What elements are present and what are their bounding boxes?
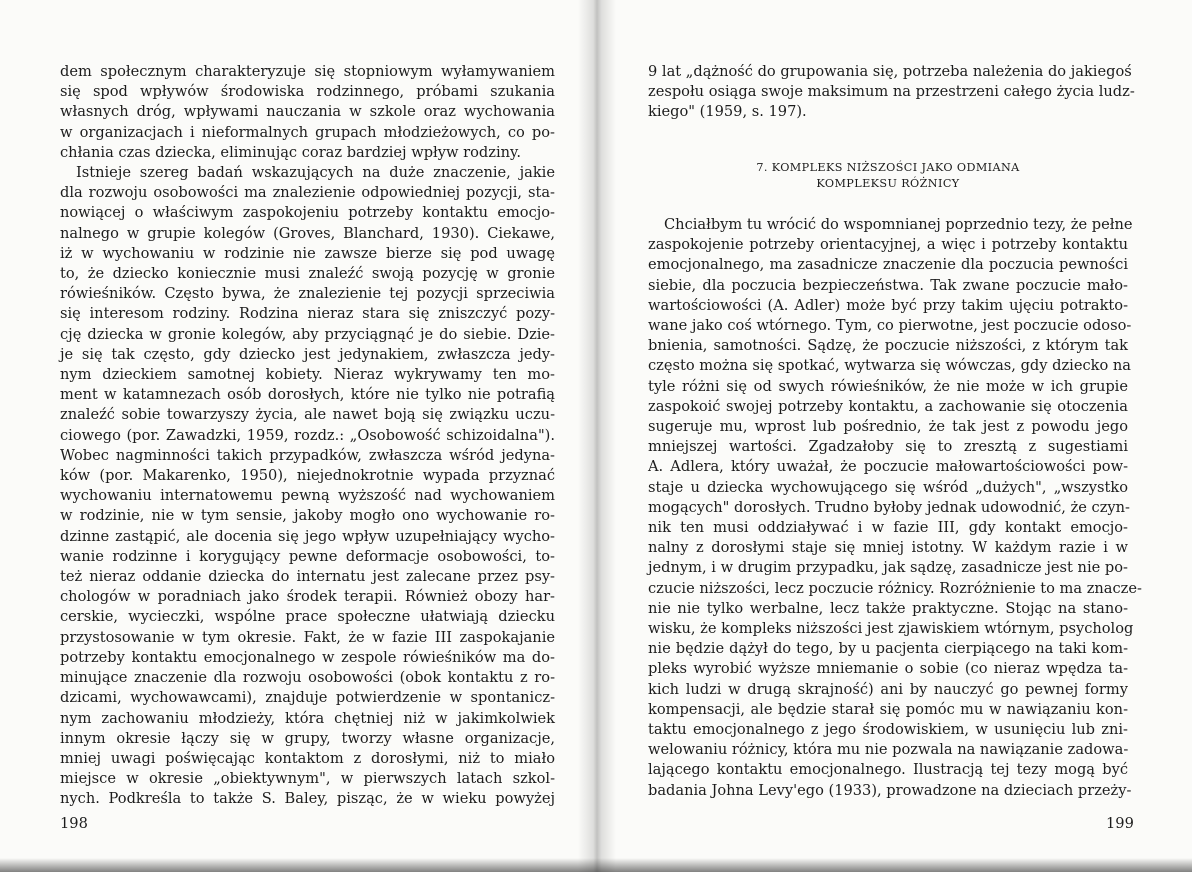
text-line: pleks wyrobić wyższe mniemanie o sobie (co nieraz wpędza ta- (648, 660, 1128, 678)
text-line: dzicami, wychowawcami), znajduje potwierdzenie w spontanicz- (60, 689, 555, 707)
text-line: własnych dróg, wpływami nauczania w szkole oraz wychowania (60, 103, 555, 121)
text-line: nik ten musi oddziaływać i w fazie III, gdy kontakt emocjo- (648, 519, 1128, 537)
text-line: potrzeby kontaktu emocjonalnego w zespole rówieśników ma do- (60, 648, 555, 666)
text-line: się spod wpływów środowiska rodzinnego, próbami szukania (60, 83, 555, 101)
text-line: miejsce w okresie „obiektywnym", w pierwszych latach szkol- (60, 770, 555, 788)
left-page-body-text (60, 62, 555, 810)
text-line: 9 lat „dążność do grupowania się, potrzeba należenia do jakiegoś (648, 63, 1132, 80)
text-line: kompensacji, ale będzie starał się pomóc mu w nawiązaniu kon- (648, 700, 1128, 718)
text-line: się interesom rodziny. Rodzina nieraz stara się zniszczyć pozy- (60, 305, 555, 323)
text-line: nowiącej o właściwym zaspokojeniu potrzeby kontaktu emocjo- (60, 204, 555, 222)
text-line: dzinne zastąpić, ale docenia się jego wpływ uzupełniający wycho- (60, 527, 555, 545)
text-line: emocjonalnego, ma zasadnicze znaczenie dla poczucia pewności (648, 256, 1128, 274)
text-line: wychowaniu internatowemu pewną wyższość nad wychowaniem (60, 487, 555, 505)
text-line: dem społecznym charakteryzuje się stopniowym wyłamywaniem (60, 63, 555, 80)
text-line: innym okresie łączy się w grupy, tworzy własne organizacje, (60, 729, 555, 747)
text-line: to, że dziecko koniecznie musi znaleźć swoją pozycję w gronie (60, 265, 555, 283)
text-line: jednym, i w drugim przypadku, jak sądzę, zasadnicze jest nie po- (648, 559, 1128, 577)
text-line: Wobec nagminności takich przypadków, zwłaszcza wśród jedyna- (60, 446, 555, 464)
text-line: A. Adlera, który uważał, że poczucie małowartościowości pow- (648, 458, 1128, 476)
text-line: kiego" (1959, s. 197). (648, 103, 807, 121)
text-line: kich ludzi w drugą skrajność) ani by nauczyć go pewnej formy (648, 680, 1128, 698)
text-line: minujące znaczenie dla rozwoju osobowości (obok kontaktu z ro- (60, 669, 555, 687)
text-line: nalnego w grupie kolegów (Groves, Blanchard, 1930). Ciekawe, (60, 224, 555, 242)
text-line: wartościowości (A. Adler) może być przy takim ujęciu potrakto- (648, 296, 1128, 314)
text-line: wane jako coś wtórnego. Tym, co pierwotne, jest poczucie odoso- (648, 317, 1132, 335)
text-line: iż w wychowaniu w rodzinie nie zawsze bierze się pod uwagę (60, 244, 555, 262)
text-line: rówieśników. Często bywa, że znalezienie tej pozycji sprzeciwia (60, 285, 555, 303)
text-line: ment w katamnezach osób dorosłych, które nie tylko nie potrafią (60, 386, 555, 404)
text-line: mogących" dorosłych. Trudno byłoby jednak udowodnić, że czyn- (648, 498, 1130, 516)
text-line: czucie niższości, lecz poczucie różnicy. Rozróżnienie to ma znacze- (648, 579, 1142, 597)
text-line: nym zachowaniu młodzieży, która chętniej niż w jakimkolwiek (60, 709, 555, 727)
text-line: welowaniu różnicy, która mu nie pozwala na nawiązanie zadowa- (648, 741, 1129, 759)
text-line: w organizacjach i nieformalnych grupach młodzieżowych, co po- (60, 123, 555, 141)
text-line: sugeruje mu, wprost lub pośrednio, że tak jest z powodu jego (648, 418, 1128, 436)
text-line: zaspokojenie potrzeby orientacyjnej, a więc i potrzeby kontaktu (648, 236, 1128, 254)
text-line: znaleźć sobie towarzyszy życia, ale nawet boją się związku uczu- (60, 406, 555, 424)
right-page-number: 199 (1106, 815, 1134, 832)
page-bottom-shadow (0, 858, 1192, 872)
text-line: lającego kontaktu emocjonalnego. Ilustracją tej tezy mogą być (648, 761, 1128, 779)
right-page-continued-text (648, 62, 1135, 123)
text-line: mniejszej wartości. Zgadzałoby się to zresztą z sugestiami (648, 438, 1128, 456)
text-line: chłania czas dziecka, eliminując coraz bardziej wpływ rodziny. (60, 143, 521, 161)
text-line: nie nie tylko werbalne, lecz także praktyczne. Stojąc na stano- (648, 599, 1128, 617)
text-line: badania Johna Levy'ego (1933), prowadzone na dzieciach przeży- (648, 781, 1132, 799)
text-line: ków (por. Makarenko, 1950), niejednokrotnie wypada przyznać (60, 467, 555, 485)
text-line: taktu emocjonalnego z jego środowiskiem, w usunięciu lub zni- (648, 721, 1128, 739)
text-line: często można się spotkać, wytwarza się wówczas, gdy dziecko na (648, 357, 1132, 375)
right-page-body-text (648, 215, 1142, 801)
text-line: chologów w poradniach jako środek terapii. Również obozy har- (60, 588, 555, 606)
section-heading-line-1: 7. KOMPLEKS NIŻSZOŚCI JAKO ODMIANA (756, 161, 1020, 174)
text-line: przystosowanie w tym okresie. Fakt, że w fazie III zaspokajanie (60, 628, 555, 646)
text-line: zespołu osiąga swoje maksimum na przestrzeni całego życia ludz- (648, 83, 1135, 101)
text-line: cerskie, wycieczki, wspólne prace społeczne ułatwiają dziecku (60, 608, 555, 626)
section-heading-line-2: KOMPLEKSU RÓŻNICY (816, 177, 960, 190)
text-line: staje u dziecka wychowującego się wśród „dużych", „wszystko (648, 478, 1128, 496)
text-line: nie będzie dążył do tego, by u pacjenta cierpiącego na taki kom- (648, 640, 1128, 658)
text-line: ciowego (por. Zawadzki, 1959, rozdz.: „Osobowość schizoidalna"). (60, 426, 555, 444)
section-heading (648, 160, 1128, 192)
text-line: wanie rodzinne i korygujący pewne deformacje osobowości, to- (60, 547, 555, 565)
text-line: zaspokoić swojej potrzeby kontaktu, a zachowanie się otoczenia (648, 397, 1128, 415)
text-line: siebie, dla poczucia bezpieczeństwa. Tak zwane poczucie mało- (648, 276, 1128, 294)
text-line: bnienia, samotności. Sądzę, że poczucie niższości, z którym tak (648, 337, 1128, 355)
text-line: też nieraz oddanie dziecka do internatu jest zalecane przez psy- (60, 568, 555, 586)
text-line: w rodzinie, nie w tym sensie, jakoby mogło ono wychowanie ro- (60, 507, 555, 525)
text-line: dla rozwoju osobowości ma znalezienie odpowiedniej pozycji, sta- (60, 184, 555, 202)
text-line: tyle różni się od swych rówieśników, że nie może w ich grupie (648, 377, 1128, 395)
text-line: cję dziecka w gronie kolegów, aby przyciągnąć je do siebie. Dzie- (60, 325, 555, 343)
text-line: Chciałbym tu wrócić do wspomnianej poprzednio tezy, że pełne (664, 216, 1133, 233)
text-line: nalny z dorosłymi staje się mniej istotny. W każdym razie i w (648, 539, 1128, 557)
text-line: mniej uwagi poświęcając kontaktom z dorosłymi, niż to miało (60, 749, 555, 767)
text-line: nych. Podkreśla to także S. Baley, pisząc, że w wieku powyżej (60, 790, 555, 808)
text-line: Istnieje szereg badań wskazujących na duże znaczenie, jakie (76, 164, 555, 182)
text-line: wisku, że kompleks niższości jest zjawiskiem wtórnym, psycholog (648, 620, 1134, 638)
left-page-number: 198 (60, 815, 88, 832)
text-line: je się tak często, gdy dziecko jest jedynakiem, zwłaszcza jedy- (60, 345, 555, 363)
text-line: nym dzieckiem samotnej kobiety. Nieraz wykrywamy ten mo- (60, 366, 555, 384)
